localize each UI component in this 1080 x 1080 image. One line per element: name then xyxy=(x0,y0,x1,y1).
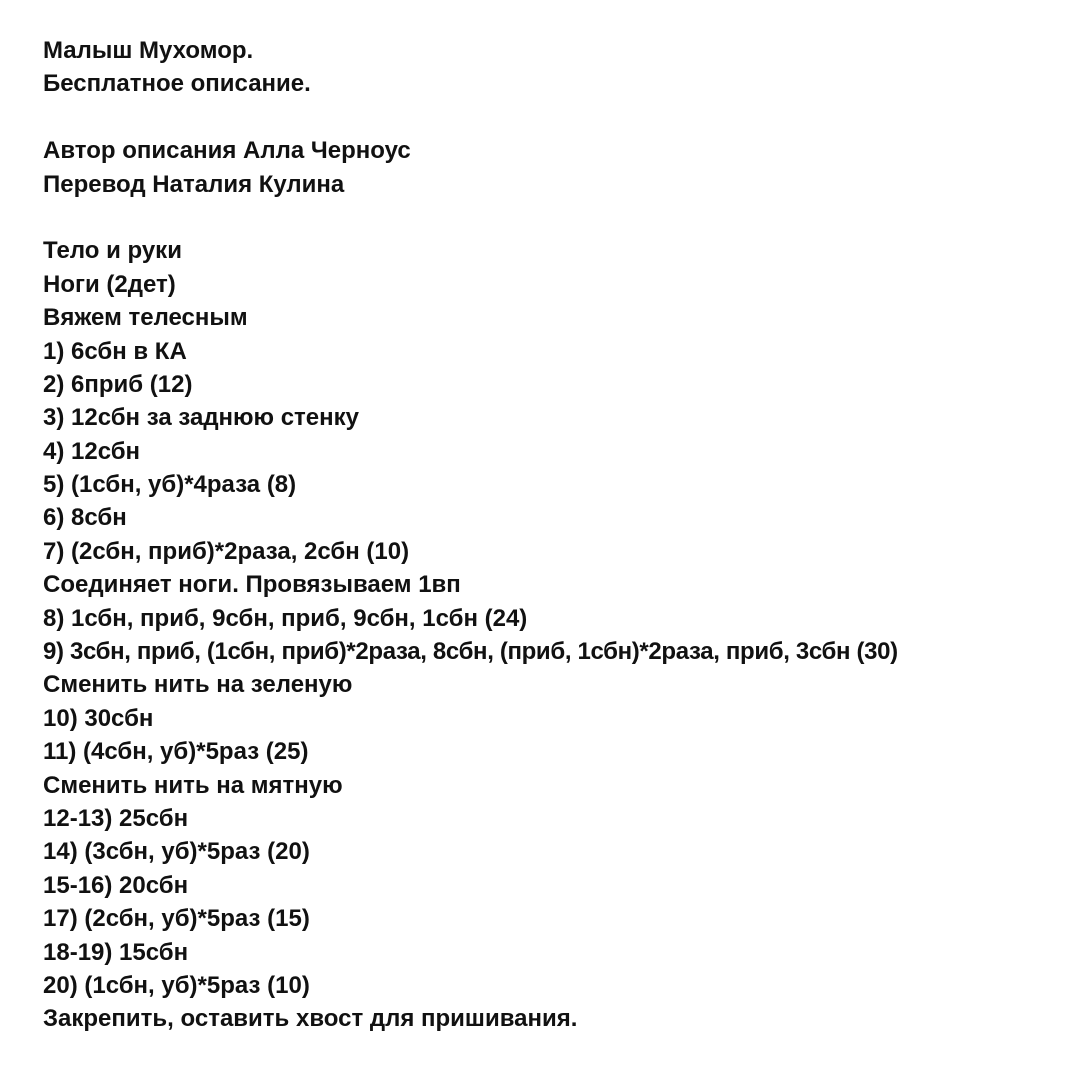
pattern-document xyxy=(43,34,1073,1036)
translator-credit: Перевод Наталия Кулина xyxy=(43,170,345,198)
pattern-instruction-list xyxy=(43,335,1073,1036)
part-title: Ноги (2дет) xyxy=(43,270,176,298)
instruction-row: 3) 12сбн за заднюю стенку xyxy=(43,404,360,432)
spacer xyxy=(43,201,1073,234)
document-title: Малыш Мухомор. xyxy=(43,37,254,64)
instruction-row: 17) (2сбн, уб)*5раз (15) xyxy=(43,905,310,933)
instruction-row: 8) 1сбн, приб, 9сбн, приб, 9сбн, 1сбн (24) xyxy=(43,604,528,632)
document-subtitle: Бесплатное описание. xyxy=(43,70,311,98)
instruction-row: 9) 3сбн, приб, (1сбн, приб)*2раза, 8сбн, (приб, 1сбн)*2раза, приб, 3сбн (30) xyxy=(43,638,898,666)
instruction-row: 2) 6приб (12) xyxy=(43,370,193,398)
instruction-row: Сменить нить на мятную xyxy=(43,771,343,799)
instruction-row: 11) (4сбн, уб)*5раз (25) xyxy=(43,738,309,766)
instruction-row: Закрепить, оставить хвост для пришивания. xyxy=(43,1005,578,1033)
instruction-row: 4) 12сбн xyxy=(43,437,141,465)
section-title: Тело и руки xyxy=(43,237,182,265)
instruction-row: 10) 30сбн xyxy=(43,704,154,732)
instruction-row: Соединяет ноги. Провязываем 1вп xyxy=(43,571,461,599)
color-note: Вяжем телесным xyxy=(43,304,248,332)
instruction-row: 5) (1сбн, уб)*4раза (8) xyxy=(43,471,297,499)
author-credit: Автор описания Алла Черноус xyxy=(43,137,411,165)
instruction-row: 6) 8сбн xyxy=(43,504,127,532)
instruction-row: 20) (1сбн, уб)*5раз (10) xyxy=(43,971,310,999)
instruction-row: 14) (3сбн, уб)*5раз (20) xyxy=(43,838,310,866)
instruction-row: 1) 6сбн в КА xyxy=(43,337,187,365)
instruction-row: 18-19) 15сбн xyxy=(43,938,189,966)
instruction-row: 7) (2сбн, приб)*2раза, 2сбн (10) xyxy=(43,537,410,565)
instruction-row: 12-13) 25сбн xyxy=(43,804,189,832)
spacer xyxy=(43,101,1073,134)
instruction-row: Сменить нить на зеленую xyxy=(43,671,353,699)
instruction-row: 15-16) 20сбн xyxy=(43,871,189,899)
